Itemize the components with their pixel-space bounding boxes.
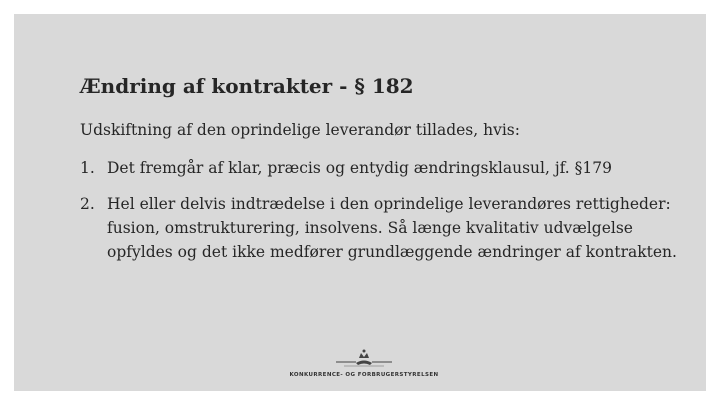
list-item	[80, 156, 680, 180]
list-item-number: 1.	[80, 159, 95, 177]
logo-wordmark: KONKURRENCE- OG FORBRUGERSTYRELSEN	[289, 372, 439, 378]
crown-icon	[334, 336, 394, 370]
list-item-text: Det fremgår af klar, præcis og entydig ændringsklausul, jf. §179	[107, 159, 612, 177]
numbered-list	[80, 156, 680, 264]
slide-body	[80, 118, 680, 276]
slide-intro: Udskiftning af den oprindelige leverandør tillades, hvis:	[80, 121, 520, 139]
slide-frame	[14, 14, 706, 391]
list-item-number: 2.	[80, 195, 95, 213]
list-item	[80, 192, 680, 264]
agency-logo	[284, 336, 444, 382]
list-item-text: Hel eller delvis indtrædelse i den oprindelige leverandøres rettigheder: fusion, omstrukturering, insolvens. Så længe kvalitativ udvælgelse opfyldes og det ikke medfører grundlæggende ændringer af kontrakten.	[107, 195, 677, 261]
slide-title: Ændring af kontrakter - § 182	[80, 74, 414, 98]
